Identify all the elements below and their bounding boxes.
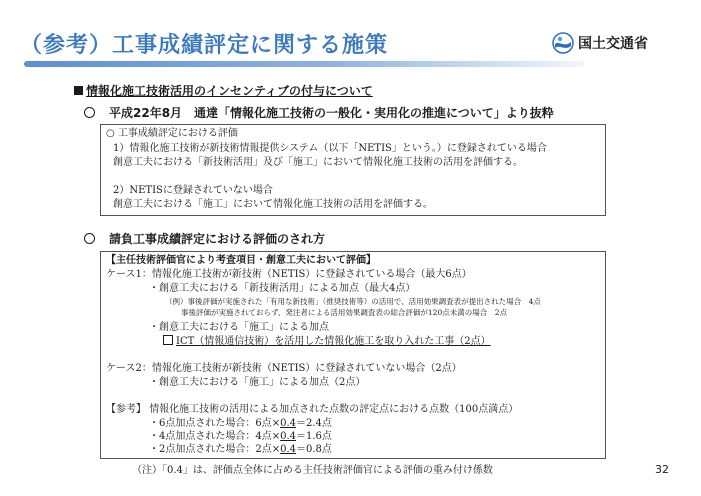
checkbox-icon	[163, 335, 173, 345]
logo-text: 国土交通省	[578, 36, 648, 52]
calc-line: ・4点加点された場合：4点×0.4＝1.6点	[149, 431, 332, 442]
mlit-logo-icon	[552, 32, 574, 54]
calc-line: ・2点加点された場合：2点×0.4＝0.8点	[149, 444, 332, 455]
weight-factor: 0.4	[280, 444, 297, 455]
evaluation-box	[100, 124, 606, 216]
mlit-logo	[552, 30, 648, 56]
case1-construction: ・創意工夫における「施工」による加点	[149, 322, 329, 333]
reference-text: 情報化施工技術の活用による加点された点数の評定点における点数（100点満点）	[149, 404, 519, 415]
box1-line: 2）NETISに登録されていない場合	[113, 185, 273, 196]
bullet-notice	[84, 104, 554, 121]
case1-ict-item	[163, 335, 491, 348]
calc-line: ・6点加点された場合：6点×0.4＝2.4点	[149, 418, 332, 429]
circle-bullet-icon	[84, 107, 95, 118]
case2-text: ケース2：情報化施工技術が新技術（NETIS）に登録されていない場合（2点）	[106, 363, 462, 374]
title-underline	[24, 61, 584, 67]
case2-construction: ・創意工夫における「施工」による加点（2点）	[149, 377, 366, 388]
section-heading	[74, 82, 373, 99]
case1-note: 事後評価が実施されておらず、発注者による活用効果調査表の総合評価が120点未満の場合 2点	[181, 308, 507, 317]
weight-factor: 0.4	[280, 431, 297, 442]
bullet-notice-text: 平成22年8月 通達「情報化施工技術の一般化・実用化の推進について」より抜粋	[109, 106, 554, 120]
weight-factor: 0.4	[280, 418, 297, 429]
reference-line	[106, 403, 518, 416]
case1-ict-text: ICT（情報通信技術）を活用した情報化施工を取り入れた工事（2点）	[176, 336, 491, 347]
box2-heading: 【主任技術評価官により考査項目・創意工夫において評価】	[106, 255, 376, 266]
case1-note: （例）事後評価が実施された「有用な新技術」（推奨技術等）の活用で、活用効果調査表が提出された場合 4点	[165, 297, 541, 306]
square-bullet-icon	[74, 86, 83, 95]
section-heading-text: 情報化施工技術活用のインセンティブの付与について	[86, 84, 373, 98]
case1-new-tech: ・創意工夫における「新技術活用」による加点（最大4点）	[149, 283, 416, 294]
box1-line: 創意工夫における「施工」において情報化施工技術の活用を評価する。	[113, 199, 433, 210]
case1-text: ケース1：情報化施工技術が新技術（NETIS）に登録されている場合（最大6点）	[106, 269, 472, 280]
bullet-evaluation-text: 請負工事成績評定における評価のされ方	[109, 232, 326, 246]
page-title: （参考）工事成績評定に関する施策	[20, 33, 389, 58]
page-number: 32	[655, 463, 669, 476]
scoring-box	[100, 251, 606, 459]
reference-label: 【参考】	[106, 404, 146, 415]
box1-line: 1）情報化施工技術が新技術情報提供システム（以下「NETIS」という。）に登録されている場合	[113, 143, 547, 154]
box1-line: 創意工夫における「新技術活用」及び「施工」において情報化施工技術の活用を評価する。	[113, 157, 523, 168]
bullet-evaluation-method	[84, 230, 325, 247]
footnote: （注）「0.4」は、評価点全体に占める主任技術評価官による評価の重み付け係数	[132, 465, 493, 476]
box1-line: ○ 工事成績評定における評価	[106, 128, 238, 139]
circle-bullet-icon	[84, 233, 95, 244]
